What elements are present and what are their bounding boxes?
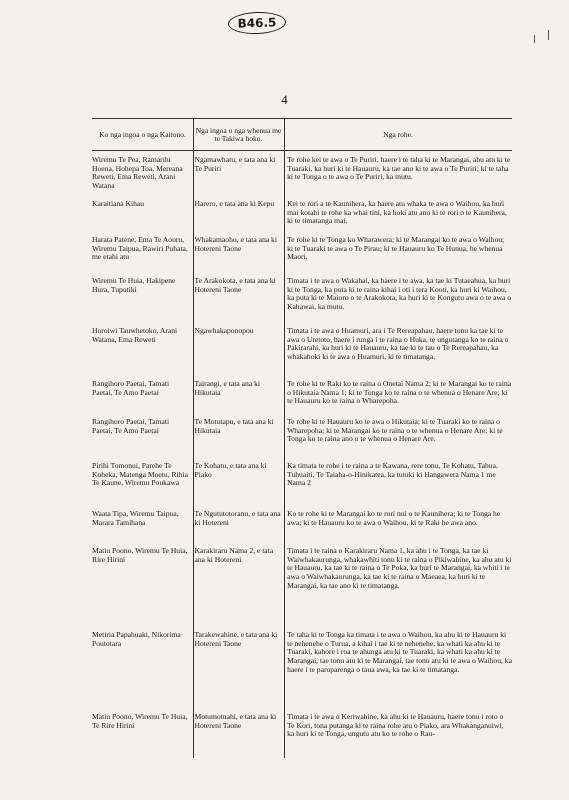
applicants-cell: Rangihoro Paetai, Tamati Paetai, Te Amo Paetai bbox=[92, 417, 170, 435]
pencil-mark bbox=[534, 35, 537, 43]
applicants-cell: Karaitiana Kihau bbox=[92, 199, 145, 208]
table-row bbox=[92, 713, 512, 739]
applicants-cell: Matiu Poono, Wiremu Te Huia, Rire Hirini bbox=[92, 546, 188, 564]
applicants-cell: Matiu Poono, Wiremu Te Huia, Te Rire Hirini bbox=[92, 712, 188, 730]
table-header-rule bbox=[92, 150, 512, 151]
applicants-cell: Pirihi Tomonui, Parehe Te Koheka, Matenga Moetu, Rihia Te Kaune, Wiremu Poukawa bbox=[92, 461, 188, 488]
table-row bbox=[92, 277, 512, 312]
boundary-cell: Kei te rori a te Kaunihera, ka haere atu whaka te awa o Waihou, ka huri mai kotahi te rohe ka whai tini, ka hoki atu ano ki te rori o te Kaunihera, ki te timatanga mai. bbox=[287, 199, 507, 226]
header-boundaries: Nga rohe. bbox=[383, 130, 413, 139]
table-row bbox=[92, 418, 512, 444]
boundary-cell: Timata i te awa o Huamuri, ara i Te Rereapahau, haere tonu ka tae ki te awa o Uretoto, haere i runga i te raina o Huka, te ungutanga ko te raina o Pakirarahi, ka huri ki te Hauauru, ka tae ki te tau o Te Rereapahau, ka whakahoki ki te awa o Huamuri, ki te timatanga. bbox=[287, 326, 509, 362]
land-cell: Whakamaoho, e tata ana ki Hotereni Taone bbox=[194, 235, 277, 253]
table-row bbox=[92, 327, 512, 362]
table-row bbox=[92, 510, 512, 527]
archive-stamp: B46.5 bbox=[228, 11, 287, 35]
header-lands: Nga ingoa o nga whenua me te Takiwa hoko. bbox=[195, 126, 282, 143]
header-applicants: Ko nga ingoa o nga Kaitono. bbox=[99, 130, 186, 139]
land-cell: Tairangi, e tata ana ki Hikutaia bbox=[194, 379, 260, 397]
table-row bbox=[92, 462, 512, 488]
table-row bbox=[92, 380, 512, 406]
boundary-cell: Timata i te awa o Keriwahine, ka ahu ki te Hauauru, haere tonu i roto o Te Kori, tona putanga ki te raina rohe atu o Piako, ara Whakanganuiwi, ka huri ki te Tonga, ungutu atu ko te rohe o Rau- bbox=[287, 712, 504, 739]
boundary-cell: Ka timata te rohe i te raina a te Kawana, rere tonu, Te Kohatu, Tahua, Tuhuaiti, Te Taiaha-o-Hinikatea, ka tutuki ki Hangawera Nama 1 me Nama 2 bbox=[287, 461, 498, 488]
applicants-cell: Waata Tipa, Wiremu Taipua, Marara Tamihana bbox=[92, 509, 179, 527]
table-row bbox=[92, 547, 512, 591]
boundary-cell: Te rohe ki te Raki ko te raina o Onetai Nama 2; ki te Marangai ko te raina o Hikutaia Nama 1; ki te Tonga ko te raina o te whenua o Henare Are; ki te Hauauru ko te raina o Wharepoha. bbox=[287, 379, 512, 406]
boundary-cell: Te taha ki te Tonga ka timata i te awa o Waihou, ka ahu ki te Hauauru ki te nehenehe o Turua, a kihai i tae ki te nehenehe, ka whati ka ahu ki te Tuaraki, kahore i roa te ahunga atu ki te Tuaraki, ka whati ka ahu ki te Marangai, tae tonu atu ki te Marangai, tae tonu atu ki te awa o Waihou, ka haere i te paroparenga o taua awa, ka tae ki te timatanga. bbox=[287, 630, 512, 674]
land-cell: Te Arakokota, e tata ana ki Hotereni Taone bbox=[194, 276, 276, 294]
table-row bbox=[92, 156, 512, 191]
table-header bbox=[92, 120, 512, 150]
boundary-cell: Timata i te awa o Wakahai, ka haere i te awa, ka tae ki Tutaeahua, ka huri ki te Tonga, ka puta ki te raina kihai i oti i tera Kooti, ka huri ki Waihou, ka puta ki te Maioro o te Arakokota, ka huri ki te Kongutu awa o te awa o Kahawai, ka mutu. bbox=[287, 276, 512, 312]
land-cell: Tarakewahine, e tata ana ki Hotereni Taone bbox=[194, 630, 278, 648]
table-row bbox=[92, 631, 512, 675]
applicants-cell: Wiremu Te Pea, Ramarihi Hoena, Hohepa Toa, Mereana Reweti, Ema Reweti, Arani Watana bbox=[92, 155, 183, 191]
land-cell: Ngawhakaponopou bbox=[194, 326, 254, 335]
boundary-cell: Timata i te raina o Karakiraru Nama 1, ka ahu i te Tonga, ka tae ki Waiwhakaurunga, whakawhiti tonu ki te raina o Pikiwahine, ka ahu atu ki te Hauauru, ka tae ki te raina o Te Poka, ka huri te Marangai, ka whiti i te awa o Waiwhakaurunga, ka tae ki te raina o Maeaea, ka huri ki te Marangai, ka tae ano ki te timatanga. bbox=[287, 546, 512, 590]
applicants-cell: Metiria Papahuaki, Nikorima Poutotara bbox=[92, 630, 181, 648]
page-number: 4 bbox=[281, 92, 288, 107]
applicants-cell: Rangihoro Paetai, Tamati Paetai, Te Amo Paetai bbox=[92, 379, 170, 397]
boundary-cell: Te rohe ki te Hauauru ko te awa o Hikutaia; ki te Tuaraki ko te raina o Wharepoha; ki te Marangai ko te raina o te whenua o Henare Are; ki te Tonga ko te raina ano o te whenua o Henare Are. bbox=[287, 417, 503, 444]
boundary-cell: Ko te rohe ki te Marangai ko te rori nui o te Kaunihera; ki te Tonga he awa; ki te Hauauru ko te awa o Waihou, ki te Raki he awa ano. bbox=[287, 509, 501, 527]
land-cell: Harero, e tata ana ki Kepu bbox=[194, 199, 275, 208]
land-cell: Te Motutapu, e tata ana ki Hikutaia bbox=[194, 417, 274, 435]
land-cell: Motumotuahi, e tata ana ki Hotereni Taone bbox=[194, 712, 277, 730]
boundary-cell: Te rohe kei te awa o Te Puriri, haere i te taha ki te Marangai, ahu atu ki te Tuaraki, ka huri ki te Hauauru, ka tae ano ki te awa o Te Puriri; ki te taha ki te Tonga o te awa o Te Puriri, ka mutu. bbox=[287, 155, 511, 182]
applicants-cell: Wiremu Te Huia, Hakipene Hura, Tupotiki bbox=[92, 276, 176, 294]
land-cell: Te Kohatu, e tata ana ki Piako bbox=[194, 461, 267, 479]
table-row bbox=[92, 236, 512, 262]
land-cell: Ngamawhatu, e tata ana ki Te Puriri bbox=[194, 155, 276, 173]
land-cell: Karakiraru Nama 2, e tata ana ki Hotereni bbox=[194, 546, 274, 564]
boundary-cell: Te rohe ki te Tonga ko Wharawera; ki te Marangai ko te awa o Waihou; ki te Tuaraki te awa o Te Pirau; ki te Hauauru ko Te Hunua, he whenua Maori. bbox=[287, 235, 505, 262]
applicants-cell: Horoiwi Tauwhetoko, Arani Watana, Ema Reweti bbox=[92, 326, 178, 344]
table-top-rule bbox=[92, 118, 512, 119]
applicants-cell: Harata Patene, Ema Te Aouru, Wiremu Taipua, Rawiri Puhata, me etahi atu bbox=[92, 235, 188, 262]
pencil-mark bbox=[548, 30, 551, 40]
table-row bbox=[92, 200, 512, 226]
land-cell: Te Ngututotoranu, e tata ana ki Hotereni bbox=[194, 509, 281, 527]
